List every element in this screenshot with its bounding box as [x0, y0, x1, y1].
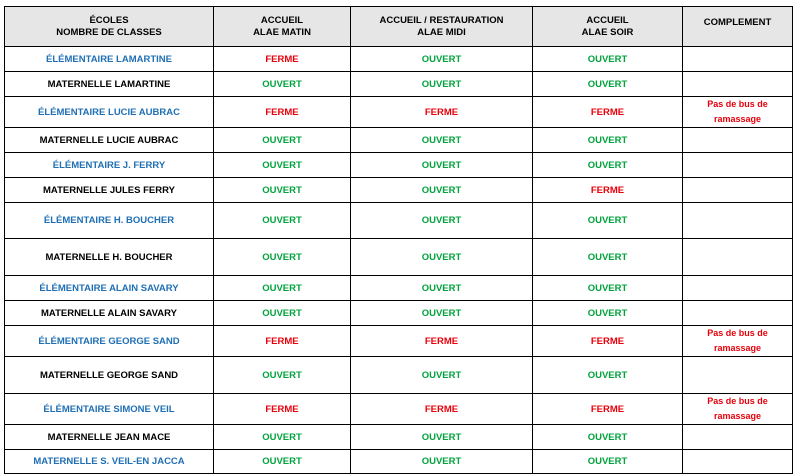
header-complement-label: COMPLEMENT [703, 17, 772, 28]
table-row [5, 239, 793, 276]
school-name: MATERNELLE LUCIE AUBRAC [5, 128, 214, 153]
school-name: ÉLÉMENTAIRE ALAIN SAVARY [5, 276, 214, 301]
evening-status: OUVERT [533, 301, 683, 326]
evening-status: OUVERT [533, 239, 683, 276]
morning-status: OUVERT [214, 153, 351, 178]
evening-status: OUVERT [533, 153, 683, 178]
complement-note [683, 394, 793, 425]
complement-note-line2: ramassage [713, 114, 762, 124]
header-schools-line1: ÉCOLES [89, 14, 129, 26]
header-morning-line1: ACCUEIL [260, 14, 304, 26]
complement-note [683, 357, 793, 394]
header-morning-line2: ALAE MATIN [253, 26, 311, 38]
header-midday [351, 7, 533, 47]
morning-status: FERME [214, 47, 351, 72]
table-row [5, 357, 793, 394]
morning-status: OUVERT [214, 203, 351, 239]
evening-status: OUVERT [533, 47, 683, 72]
morning-status: OUVERT [214, 128, 351, 153]
midday-status: OUVERT [351, 178, 533, 203]
midday-status: OUVERT [351, 357, 533, 394]
morning-status: OUVERT [214, 425, 351, 450]
midday-status: OUVERT [351, 203, 533, 239]
complement-note [683, 203, 793, 239]
school-name: ÉLÉMENTAIRE J. FERRY [5, 153, 214, 178]
midday-status: OUVERT [351, 450, 533, 474]
complement-note [683, 128, 793, 153]
evening-status: OUVERT [533, 203, 683, 239]
table-row [5, 153, 793, 178]
morning-status: OUVERT [214, 357, 351, 394]
evening-status: FERME [533, 326, 683, 357]
morning-status: OUVERT [214, 301, 351, 326]
school-name: MATERNELLE GEORGE SAND [5, 357, 214, 394]
complement-note [683, 425, 793, 450]
complement-note [683, 178, 793, 203]
complement-note [683, 239, 793, 276]
table-row [5, 203, 793, 239]
school-name: MATERNELLE H. BOUCHER [5, 239, 214, 276]
morning-status: OUVERT [214, 450, 351, 474]
morning-status: OUVERT [214, 178, 351, 203]
table-row [5, 47, 793, 72]
header-schools [5, 7, 214, 47]
school-name: ÉLÉMENTAIRE SIMONE VEIL [5, 394, 214, 425]
midday-status: OUVERT [351, 276, 533, 301]
school-name: ÉLÉMENTAIRE LUCIE AUBRAC [5, 97, 214, 128]
table-row [5, 425, 793, 450]
evening-status: OUVERT [533, 276, 683, 301]
morning-status: OUVERT [214, 276, 351, 301]
complement-note-line1: Pas de bus de [707, 328, 768, 338]
table-row [5, 394, 793, 425]
school-name: ÉLÉMENTAIRE H. BOUCHER [5, 203, 214, 239]
morning-status: FERME [214, 326, 351, 357]
header-evening [533, 7, 683, 47]
table-row [5, 128, 793, 153]
evening-status: OUVERT [533, 72, 683, 97]
complement-note-line1: Pas de bus de [707, 396, 768, 406]
school-name: MATERNELLE ALAIN SAVARY [5, 301, 214, 326]
school-name: ÉLÉMENTAIRE LAMARTINE [5, 47, 214, 72]
evening-status: OUVERT [533, 425, 683, 450]
header-evening-line1: ACCUEIL [586, 14, 629, 26]
school-name: ÉLÉMENTAIRE GEORGE SAND [5, 326, 214, 357]
midday-status: OUVERT [351, 301, 533, 326]
evening-status: OUVERT [533, 128, 683, 153]
midday-status: OUVERT [351, 128, 533, 153]
complement-note [683, 326, 793, 357]
evening-status: FERME [533, 97, 683, 128]
complement-note-line1: Pas de bus de [707, 99, 768, 109]
header-midday-line1: ACCUEIL / RESTAURATION [379, 14, 504, 26]
complement-note-line2: ramassage [713, 343, 762, 353]
evening-status: OUVERT [533, 450, 683, 474]
morning-status: FERME [214, 394, 351, 425]
midday-status: OUVERT [351, 72, 533, 97]
complement-note [683, 276, 793, 301]
table-row [5, 301, 793, 326]
table-row [5, 178, 793, 203]
midday-status: FERME [351, 97, 533, 128]
school-status-table [4, 6, 793, 474]
midday-status: OUVERT [351, 425, 533, 450]
evening-status: FERME [533, 394, 683, 425]
school-name: MATERNELLE JEAN MACE [5, 425, 214, 450]
morning-status: OUVERT [214, 72, 351, 97]
header-schools-line2: NOMBRE DE CLASSES [56, 26, 162, 38]
complement-note-line2: ramassage [713, 411, 762, 421]
header-evening-line2: ALAE SOIR [581, 26, 634, 38]
table-row [5, 276, 793, 301]
complement-note [683, 153, 793, 178]
evening-status: OUVERT [533, 357, 683, 394]
complement-note [683, 97, 793, 128]
morning-status: FERME [214, 97, 351, 128]
midday-status: OUVERT [351, 47, 533, 72]
school-name: MATERNELLE JULES FERRY [5, 178, 214, 203]
header-midday-line2: ALAE MIDI [417, 26, 466, 38]
table-row [5, 326, 793, 357]
midday-status: FERME [351, 326, 533, 357]
midday-status: FERME [351, 394, 533, 425]
table-row [5, 72, 793, 97]
complement-note [683, 301, 793, 326]
table-row [5, 450, 793, 474]
school-name: MATERNELLE S. VEIL-EN JACCA [5, 450, 214, 474]
complement-note [683, 72, 793, 97]
midday-status: OUVERT [351, 239, 533, 276]
midday-status: OUVERT [351, 153, 533, 178]
header-row [5, 7, 793, 47]
school-name: MATERNELLE LAMARTINE [5, 72, 214, 97]
complement-note [683, 47, 793, 72]
morning-status: OUVERT [214, 239, 351, 276]
table-row [5, 97, 793, 128]
header-morning [214, 7, 351, 47]
complement-note [683, 450, 793, 474]
evening-status: FERME [533, 178, 683, 203]
header-complement [683, 7, 793, 47]
